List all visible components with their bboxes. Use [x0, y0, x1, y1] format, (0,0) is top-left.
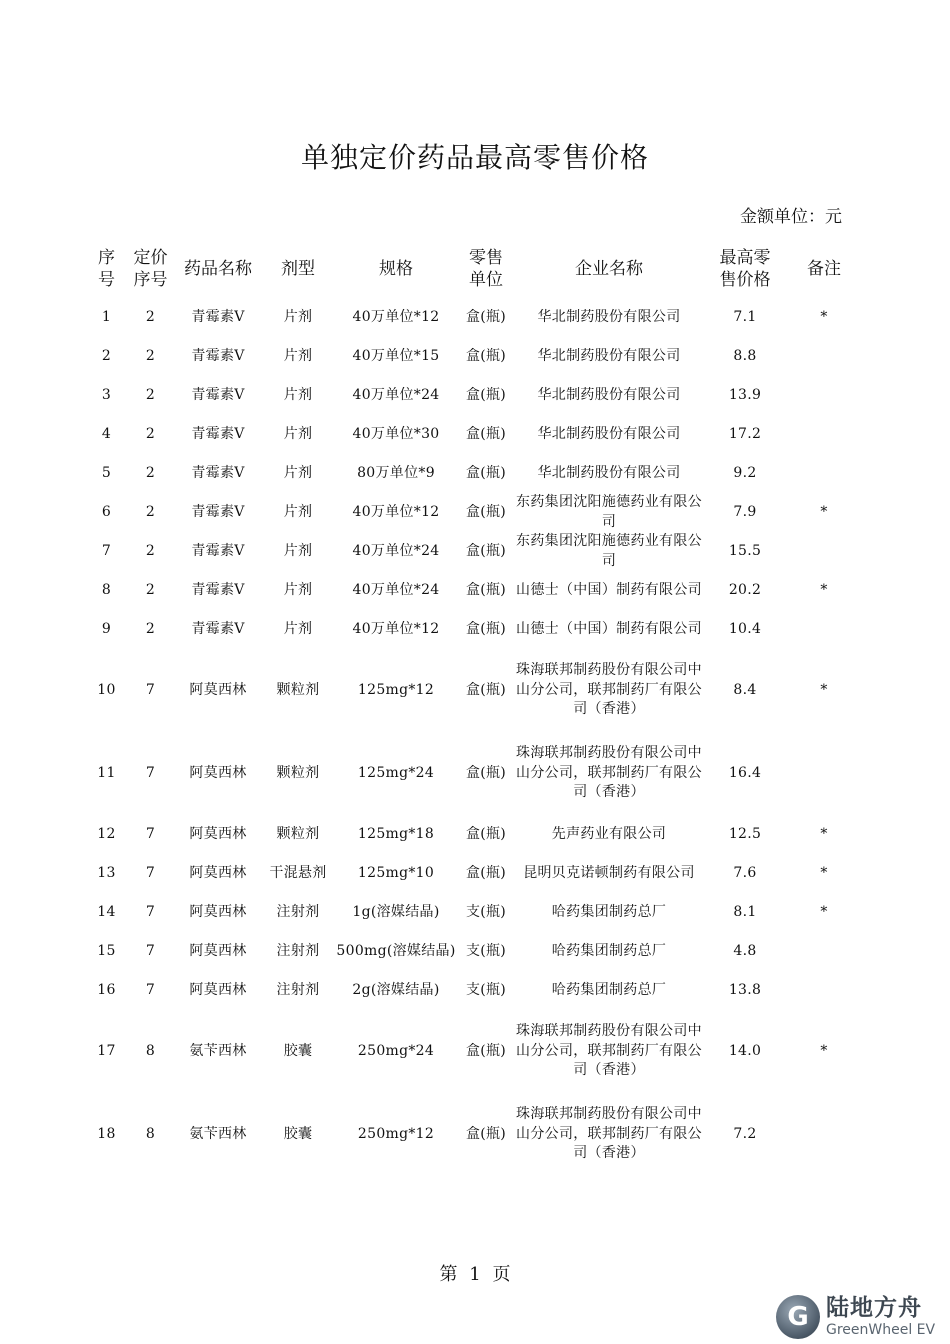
- price-seq-no-cell: 2: [145, 503, 156, 520]
- remark-cell: *: [820, 581, 828, 598]
- specification-cell: 250mg*24: [357, 1042, 435, 1059]
- remark-cell: [786, 532, 862, 571]
- remark-cell: *: [820, 681, 828, 698]
- remark-cell: *: [820, 1042, 828, 1059]
- dosage-form-cell: 片剂: [283, 308, 313, 325]
- max-price-cell: 8.1: [733, 903, 757, 920]
- remark-cell: [786, 971, 862, 1010]
- table-row: [86, 298, 862, 337]
- remark-cell: [786, 610, 862, 649]
- remark-cell: *: [820, 864, 828, 881]
- retail-unit-cell: 盒(瓶): [465, 1042, 507, 1059]
- company-name-cell: 珠海联邦制药股份有限公司中山分公司，联邦制药厂有限公司（香港）: [516, 662, 702, 718]
- table-body: [86, 298, 862, 1176]
- table-row: [86, 854, 862, 893]
- seq-no-cell: 9: [101, 620, 112, 637]
- table-row: [86, 649, 862, 732]
- logo: [776, 1295, 946, 1341]
- dosage-form-cell: 注射剂: [276, 903, 320, 920]
- company-name-cell: 华北制药股份有限公司: [537, 347, 681, 364]
- remark-cell: *: [820, 308, 828, 325]
- seq-no-cell: 7: [101, 542, 112, 559]
- header-remarks: [786, 240, 862, 298]
- logo-english-name: GreenWheel EV: [826, 1322, 936, 1338]
- dosage-form-cell: 片剂: [283, 425, 313, 442]
- max-price-cell: 17.2: [728, 425, 762, 442]
- price-seq-no-cell: 7: [145, 864, 156, 881]
- dosage-form-cell: 胶囊: [283, 1042, 313, 1059]
- retail-unit-cell: 盒(瓶): [465, 347, 507, 364]
- retail-unit-cell: 盒(瓶): [465, 681, 507, 698]
- header-seq-no-line: 号: [98, 270, 115, 290]
- header-drug-name-line: 药品名称: [184, 259, 252, 279]
- max-price-cell: 15.5: [728, 542, 762, 559]
- drug-name-cell: 阿莫西林: [189, 864, 247, 881]
- drug-name-cell: 青霉素V: [191, 581, 245, 598]
- price-seq-no-cell: 2: [145, 308, 156, 325]
- drug-name-cell: 青霉素V: [191, 308, 245, 325]
- dosage-form-cell: 片剂: [283, 542, 313, 559]
- drug-name-cell: 阿莫西林: [189, 903, 247, 920]
- remark-cell: [786, 454, 862, 493]
- remark-cell: [786, 1093, 862, 1176]
- table-row: [86, 1093, 862, 1176]
- retail-unit-cell: 盒(瓶): [465, 864, 507, 881]
- table-row: [86, 454, 862, 493]
- header-company-name-line: 企业名称: [575, 259, 643, 279]
- retail-unit-cell: 盒(瓶): [465, 464, 507, 481]
- drug-name-cell: 青霉素V: [191, 620, 245, 637]
- header-price-seq-no-line: 序号: [133, 270, 168, 290]
- max-price-cell: 20.2: [728, 581, 762, 598]
- specification-cell: 2g(溶媒结晶): [352, 981, 440, 998]
- max-price-cell: 7.2: [733, 1125, 757, 1142]
- company-name-cell: 华北制药股份有限公司: [537, 464, 681, 481]
- dosage-form-cell: 胶囊: [283, 1125, 313, 1142]
- header-price-seq-no: [127, 240, 174, 298]
- retail-unit-cell: 盒(瓶): [465, 764, 507, 781]
- drug-name-cell: 青霉素V: [191, 464, 245, 481]
- drug-name-cell: 氨苄西林: [189, 1125, 247, 1142]
- price-seq-no-cell: 2: [145, 347, 156, 364]
- seq-no-cell: 2: [101, 347, 112, 364]
- table-row: [86, 893, 862, 932]
- drug-name-cell: 青霉素V: [191, 386, 245, 403]
- table-row: [86, 932, 862, 971]
- logo-mark: G: [787, 1302, 809, 1332]
- drug-name-cell: 氨苄西林: [189, 1042, 247, 1059]
- specification-cell: 40万单位*12: [352, 620, 440, 637]
- company-name-cell: 华北制药股份有限公司: [537, 425, 681, 442]
- company-name-cell: 哈药集团制药总厂: [551, 942, 667, 959]
- remark-cell: *: [820, 825, 828, 842]
- company-name-cell: 哈药集团制药总厂: [551, 981, 667, 998]
- seq-no-cell: 3: [101, 386, 112, 403]
- specification-cell: 80万单位*9: [357, 464, 435, 481]
- dosage-form-cell: 颗粒剂: [276, 825, 320, 842]
- retail-unit-cell: 盒(瓶): [465, 1125, 507, 1142]
- seq-no-cell: 17: [97, 1042, 116, 1059]
- specification-cell: 125mg*24: [357, 764, 435, 781]
- price-seq-no-cell: 2: [145, 464, 156, 481]
- price-seq-no-cell: 7: [145, 942, 156, 959]
- remark-cell: [786, 376, 862, 415]
- table-row: [86, 337, 862, 376]
- price-seq-no-cell: 2: [145, 425, 156, 442]
- max-price-cell: 14.0: [728, 1042, 762, 1059]
- drug-name-cell: 青霉素V: [191, 347, 245, 364]
- dosage-form-cell: 干混悬剂: [269, 864, 327, 881]
- retail-unit-cell: 盒(瓶): [465, 620, 507, 637]
- company-name-cell: 珠海联邦制药股份有限公司中山分公司，联邦制药厂有限公司（香港）: [516, 745, 702, 801]
- seq-no-cell: 5: [101, 464, 112, 481]
- specification-cell: 40万单位*12: [352, 308, 440, 325]
- specification-cell: 40万单位*24: [352, 386, 440, 403]
- company-name-cell: 东药集团沈阳施德药业有限公司: [516, 533, 702, 569]
- company-name-cell: 山德士（中国）制药有限公司: [516, 620, 702, 637]
- retail-unit-cell: 盒(瓶): [465, 308, 507, 325]
- dosage-form-cell: 片剂: [283, 503, 313, 520]
- price-table: [86, 240, 862, 1176]
- seq-no-cell: 1: [101, 308, 112, 325]
- seq-no-cell: 6: [101, 503, 112, 520]
- remark-cell: [786, 415, 862, 454]
- table-row: [86, 376, 862, 415]
- company-name-cell: 山德士（中国）制药有限公司: [516, 581, 702, 598]
- max-price-cell: 12.5: [728, 825, 762, 842]
- seq-no-cell: 16: [97, 981, 116, 998]
- price-seq-no-cell: 8: [145, 1042, 156, 1059]
- dosage-form-cell: 片剂: [283, 620, 313, 637]
- specification-cell: 125mg*12: [357, 681, 435, 698]
- retail-unit-cell: 盒(瓶): [465, 503, 507, 520]
- logo-chinese-name: 陆地方舟: [826, 1295, 922, 1321]
- seq-no-cell: 14: [97, 903, 116, 920]
- table-row: [86, 610, 862, 649]
- header-max-retail-price-line: 售价格: [719, 270, 771, 290]
- dosage-form-cell: 颗粒剂: [276, 681, 320, 698]
- max-price-cell: 8.8: [733, 347, 757, 364]
- dosage-form-cell: 注射剂: [276, 942, 320, 959]
- seq-no-cell: 11: [97, 764, 116, 781]
- table-row: [86, 732, 862, 815]
- dosage-form-cell: 片剂: [283, 386, 313, 403]
- dosage-form-cell: 片剂: [283, 581, 313, 598]
- retail-unit-cell: 盒(瓶): [465, 542, 507, 559]
- dosage-form-cell: 片剂: [283, 347, 313, 364]
- currency-unit-label: 金额单位：元: [740, 207, 842, 227]
- table-row: [86, 415, 862, 454]
- table-row: [86, 571, 862, 610]
- seq-no-cell: 4: [101, 425, 112, 442]
- remark-cell: [786, 337, 862, 376]
- specification-cell: 40万单位*30: [352, 425, 440, 442]
- max-price-cell: 8.4: [733, 681, 757, 698]
- max-price-cell: 13.9: [728, 386, 762, 403]
- company-name-cell: 华北制药股份有限公司: [537, 308, 681, 325]
- specification-cell: 40万单位*24: [352, 581, 440, 598]
- max-price-cell: 10.4: [728, 620, 762, 637]
- seq-no-cell: 8: [101, 581, 112, 598]
- seq-no-cell: 13: [97, 864, 116, 881]
- retail-unit-cell: 盒(瓶): [465, 386, 507, 403]
- max-price-cell: 7.1: [733, 308, 757, 325]
- header-seq-no: [86, 240, 127, 298]
- drug-name-cell: 阿莫西林: [189, 764, 247, 781]
- price-seq-no-cell: 8: [145, 1125, 156, 1142]
- specification-cell: 40万单位*12: [352, 503, 440, 520]
- price-seq-no-cell: 2: [145, 581, 156, 598]
- price-seq-no-cell: 2: [145, 620, 156, 637]
- specification-cell: 125mg*18: [357, 825, 435, 842]
- header-remarks-line: 备注: [807, 259, 841, 279]
- retail-unit-cell: 支(瓶): [465, 981, 507, 998]
- company-name-cell: 先声药业有限公司: [551, 825, 667, 842]
- header-specification: [334, 240, 458, 298]
- drug-name-cell: 阿莫西林: [189, 825, 247, 842]
- dosage-form-cell: 颗粒剂: [276, 764, 320, 781]
- specification-cell: 500mg(溶媒结晶): [336, 942, 456, 959]
- retail-unit-cell: 支(瓶): [465, 942, 507, 959]
- remark-cell: *: [820, 503, 828, 520]
- drug-name-cell: 阿莫西林: [189, 942, 247, 959]
- drug-name-cell: 青霉素V: [191, 503, 245, 520]
- page-title: 单独定价药品最高零售价格: [300, 141, 649, 174]
- retail-unit-cell: 盒(瓶): [465, 825, 507, 842]
- retail-unit-cell: 盒(瓶): [465, 581, 507, 598]
- seq-no-cell: 15: [97, 942, 116, 959]
- drug-name-cell: 青霉素V: [191, 542, 245, 559]
- max-price-cell: 7.9: [733, 503, 757, 520]
- retail-unit-cell: 支(瓶): [465, 903, 507, 920]
- specification-cell: 250mg*12: [357, 1125, 435, 1142]
- company-name-cell: 昆明贝克诺顿制药有限公司: [523, 864, 695, 881]
- header-retail-unit: [458, 240, 514, 298]
- seq-no-cell: 12: [97, 825, 116, 842]
- price-seq-no-cell: 2: [145, 386, 156, 403]
- table-row: [86, 815, 862, 854]
- table-row: [86, 1010, 862, 1093]
- drug-name-cell: 阿莫西林: [189, 681, 247, 698]
- remark-cell: *: [820, 903, 828, 920]
- price-seq-no-cell: 7: [145, 903, 156, 920]
- max-price-cell: 4.8: [733, 942, 757, 959]
- company-name-cell: 东药集团沈阳施德药业有限公司: [516, 494, 702, 530]
- drug-name-cell: 青霉素V: [191, 425, 245, 442]
- max-price-cell: 16.4: [728, 764, 762, 781]
- max-price-cell: 13.8: [728, 981, 762, 998]
- header-seq-no-line: 序: [98, 248, 115, 268]
- header-dosage-form-line: 剂型: [281, 259, 315, 279]
- max-price-cell: 9.2: [733, 464, 757, 481]
- dosage-form-cell: 片剂: [283, 464, 313, 481]
- header-drug-name: [174, 240, 262, 298]
- company-name-cell: 华北制药股份有限公司: [537, 386, 681, 403]
- remark-cell: [786, 732, 862, 815]
- page-number: 第 1 页: [439, 1264, 511, 1285]
- header-dosage-form: [262, 240, 334, 298]
- header-retail-unit-line: 零售: [469, 248, 503, 268]
- max-price-cell: 7.6: [733, 864, 757, 881]
- company-name-cell: 珠海联邦制药股份有限公司中山分公司，联邦制药厂有限公司（香港）: [516, 1106, 702, 1162]
- header-company-name: [514, 240, 704, 298]
- header-max-retail-price-line: 最高零: [719, 248, 771, 268]
- company-name-cell: 哈药集团制药总厂: [551, 903, 667, 920]
- price-seq-no-cell: 7: [145, 764, 156, 781]
- header-max-retail-price: [704, 240, 786, 298]
- specification-cell: 125mg*10: [357, 864, 435, 881]
- table-row: [86, 493, 862, 532]
- seq-no-cell: 10: [97, 681, 116, 698]
- retail-unit-cell: 盒(瓶): [465, 425, 507, 442]
- table-row: [86, 532, 862, 571]
- price-seq-no-cell: 2: [145, 542, 156, 559]
- specification-cell: 40万单位*24: [352, 542, 440, 559]
- remark-cell: [786, 932, 862, 971]
- specification-cell: 1g(溶媒结晶): [352, 903, 440, 920]
- header-specification-line: 规格: [379, 259, 413, 279]
- price-seq-no-cell: 7: [145, 681, 156, 698]
- company-name-cell: 珠海联邦制药股份有限公司中山分公司，联邦制药厂有限公司（香港）: [516, 1023, 702, 1079]
- table-row: [86, 971, 862, 1010]
- drug-name-cell: 阿莫西林: [189, 981, 247, 998]
- header-price-seq-no-line: 定价: [133, 248, 168, 268]
- table-header-row: [86, 240, 862, 298]
- price-seq-no-cell: 7: [145, 981, 156, 998]
- specification-cell: 40万单位*15: [352, 347, 440, 364]
- price-seq-no-cell: 7: [145, 825, 156, 842]
- dosage-form-cell: 注射剂: [276, 981, 320, 998]
- header-retail-unit-line: 单位: [469, 270, 503, 290]
- seq-no-cell: 18: [97, 1125, 116, 1142]
